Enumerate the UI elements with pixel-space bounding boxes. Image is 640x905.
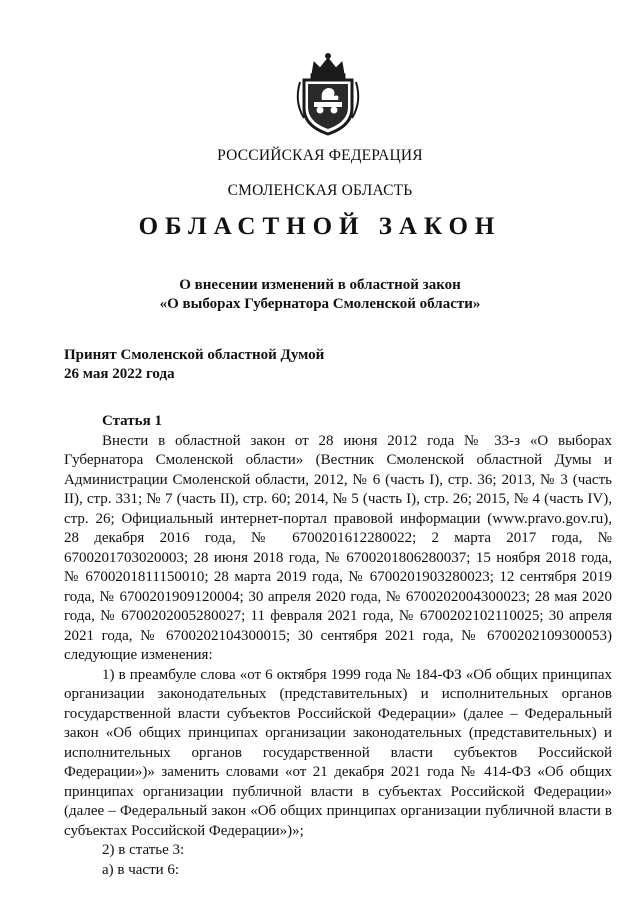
paragraph: 2) в статье 3: — [102, 842, 185, 858]
paragraph: а) в части 6: — [102, 861, 180, 878]
law-title — [0, 276, 640, 314]
country-heading: РОССИЙСКАЯ ФЕДЕРАЦИЯ — [217, 147, 423, 164]
paragraph: 1) в преамбуле слова «от 6 октября 1999 года № 184-ФЗ «Об общих принципах организации законодательных (представительных) и исполнительных органов государственной власти субъектов Российской Федерации» (далее – Федеральный закон «Об общих принципах организации законодательных (представительных) и исполнительных органов государственной власти субъектов Российской Федерации»)» заменить словами «от 21 декабря 2021 года № 414-ФЗ «Об общих принципах организации публичной власти в субъектах Российской Федерации» (далее – Федеральный закон «Об общих принципах организации публичной власти в субъектах Российской Федерации»)»; — [64, 666, 612, 839]
adoption-block — [64, 346, 324, 384]
article-body — [64, 412, 612, 880]
region-heading: СМОЛЕНСКАЯ ОБЛАСТЬ — [227, 182, 413, 199]
adoption-line-1: Принят Смоленской областной Думой — [64, 347, 325, 363]
law-title-line-1: О внесении изменений в областной закон — [179, 277, 461, 293]
document-type-heading: ОБЛАСТНОЙ ЗАКОН — [138, 213, 502, 240]
smolensk-coat-of-arms-icon — [292, 52, 364, 138]
law-title-line-2: «О выборах Губернатора Смоленской области» — [159, 296, 481, 312]
article-heading: Статья 1 — [102, 413, 162, 429]
adoption-date: 26 мая 2022 года — [64, 366, 175, 382]
paragraph: Внести в областной закон от 28 июня 2012 года № 33-з «О выборах Губернатора Смоленской области» (Вестник Смоленской областной Думы и Администрации Смоленской области, 2012, № 6 (часть I), стр. 36; 2013, № 3 (часть II), стр. 331; № 7 (часть II), стр. 60; 2014, № 5 (часть I), стр. 26; 2015, № 4 (часть IV), стр. 26; Официальный интернет-портал правовой информации (www.pravo.gov.ru), 28 декабря 2016 года, № 6700201612280022; 2 марта 2017 года, № 6700201703020003; 28 июня 2018 года, № 6700201806280037; 15 ноября 2018 года, № 6700201811150010; 28 марта 2019 года, № 6700201903280023; 12 сентября 2019 года, № 6700201909120004; 30 апреля 2020 года, № 6700202004300023; 28 мая 2020 года, № 6700202005280027; 11 февраля 2021 года, № 6700202102110025; 30 апреля 2021 года, № 6700202104300015; 30 сентября 2021 года, № 6700202109300053) следующие изменения: — [64, 432, 612, 663]
